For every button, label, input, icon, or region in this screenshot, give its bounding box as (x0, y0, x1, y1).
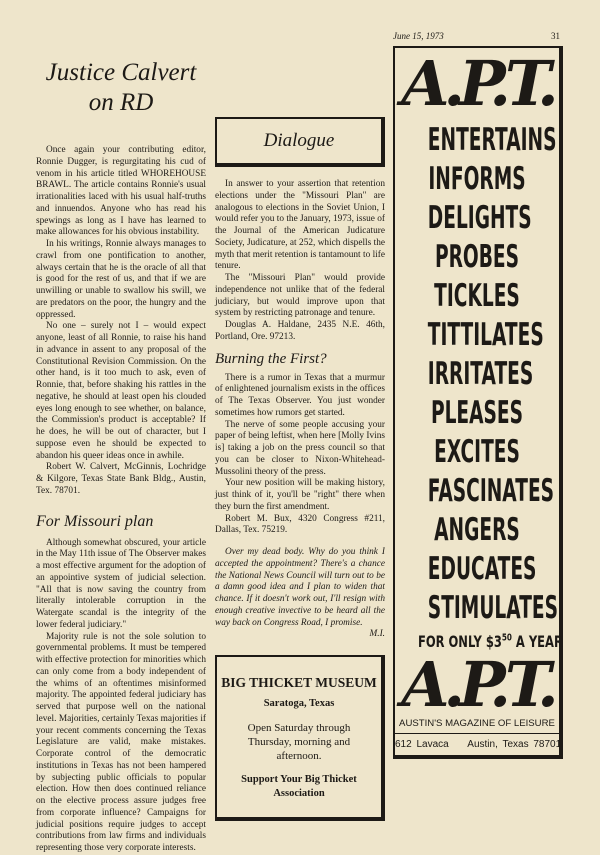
price-dollars: FOR ONLY $3 (417, 632, 502, 651)
ad-word: EDUCATES (427, 551, 537, 587)
ad-word: INFORMS (428, 161, 526, 197)
ad-word-list (395, 121, 559, 628)
museum-hours: Open Saturday through Thursday, morning and afternoon. (247, 722, 351, 762)
ad-word: FASCINATES (427, 473, 555, 509)
letter-missouri (36, 538, 206, 855)
paragraph: In answer to your assertion that retention elections under the "Missouri Plan" are analogous to elections in the Soviet Union, I would refer you to the January, 1973, issue of the Journal of the American Judicature Society, Judicature, at 252, which dispells the myth that merit retention is tantamount to life tenure. (215, 179, 385, 272)
letter-calvert (36, 145, 206, 498)
ad-word: TITTILATES (427, 317, 544, 353)
ad-word: ANGERS (434, 512, 520, 548)
apt-logo: A.P.T. (401, 47, 553, 120)
ad-word: DELIGHTS (427, 200, 532, 236)
ad-word: PLEASES (430, 395, 524, 431)
paragraph: No one – surely not I – would expect anyone, least of all Ronnie, to raise his hand in advance in assent to any proposal of the Constitutional Revision Commission. On the other hand, is it too much to ask, even of Ronnie, that, before shaking his rattles in the negative, he should at least open his clouded eyes long enough to see whether, on balance, the Commission's product is acceptable? If he does, he will be out of character, but I suppose even he should be expected to abandon his queer ideas once in awhile. (36, 321, 206, 461)
paragraph: Once again your contributing editor, Ronnie Dugger, is regurgitating his cud of venom in his article titled WHOREHOUSE BRAWL. The article contains Ronnie's usual irrationalities laced with his usual half-truths and innuendos. Anyone who has read his spewings as long as I have has learned to make allowances for his obvious instability. (36, 145, 206, 238)
issue-date: June 15, 1973 (393, 31, 444, 41)
signature: Douglas A. Haldane, 2435 N.E. 46th, Portland, Ore. 97213. (215, 320, 385, 342)
apt-logo-bottom: A.P.T. (401, 648, 553, 721)
ad-word: EXCITES (434, 434, 520, 470)
letter-haldane (215, 179, 385, 344)
paragraph: There is a rumor in Texas that a murmur of enlightened journalism exists in the offices of The Texas Observer. You just wonder sometimes how rumors get started. (215, 372, 385, 418)
heading-burning-the-first: Burning the First? (215, 350, 327, 367)
paragraph: In his writings, Ronnie always manages to crawl from one pontification to another, always certain that he is the oracle of all that is good for the rest of us, and that if we are unwilling or unable to swallow his swill, we are predators on the poor, the hungry and the oppressed. (36, 239, 206, 320)
article-title: Justice Calvert on RD (45, 59, 197, 116)
reply-signature: M.I. (369, 629, 385, 640)
signature: Robert M. Bux, 4320 Congress #211, Dallas, Tex. 75219. (215, 513, 385, 536)
reply-text: Over my dead body. Why do you think I accepted the appointment? There's a chance the National News Council will turn out to be a damn good idea and I plan to widen that chance. If it doesn't work out, I'll resign with enough creative invective to be heard all the way back on Congress Road, I promise. (215, 547, 385, 628)
ad-word: TICKLES (434, 278, 520, 314)
paragraph: The nerve of some people accusing your paper of being leftist, when here [Molly Ivins is] taking a job on the press council so that you can be closer to Nixon-Whitehead-Mussolini theory of the press. (215, 419, 385, 477)
left-column (36, 58, 206, 855)
big-thicket-museum-ad (215, 655, 385, 821)
letter-bux (215, 373, 385, 538)
ad-tagline: AUSTIN'S MAGAZINE OF LEISURE (399, 718, 555, 729)
apt-magazine-ad (393, 46, 563, 759)
price-suffix: A YEAR (511, 632, 563, 651)
dialogue-title: Dialogue (263, 130, 335, 151)
middle-column (215, 117, 385, 821)
heading-missouri-plan: For Missouri plan (36, 512, 154, 530)
museum-support: Support Your Big Thicket Association (241, 774, 357, 799)
ad-word: ENTERTAINS (427, 122, 557, 158)
paragraph: The "Missouri Plan" would provide independence not unlike that of the federal judiciary, but would improve upon that system by restricting patronage and tenure. (215, 273, 385, 319)
paragraph: Although somewhat obscured, your article in the May 11th issue of The Observer makes a most effective argument for the adoption of an appointive system of judicial selection. "All that is now saving the country from literally intolerable corruption in the Watergate scandal is the integrity of the lower federal judiciary." (36, 537, 206, 630)
subscription-price (417, 631, 563, 653)
editor-reply (215, 547, 385, 641)
page-number: 31 (551, 31, 560, 41)
ad-address: 612 Lavaca Austin, Texas 78701 (395, 733, 559, 754)
paragraph: Majority rule is not the sole solution to governmental problems. It must be tempered with effective protection for minorities which can only come from a body independent of the whims of an oftentimes misinformed majority. The appointed federal judiciary has served that purpose well on the national level. Majorities, certainly Texas majorities if your recent comments concerning the Texas Legislature are valid, make mistakes. Corporate control of the democratic institutions in Texas has not been hampered by subjecting public officials to popular election. How then does continued reliance on the elective process assure judges free from corporate influence? Campaigns for judicial positions require judges to accept contributions from law firms and individuals representing those very corporate interests. (36, 631, 206, 853)
signature: Robert W. Calvert, McGinnis, Lochridge & Kilgore, Texas State Bank Bldg., Austin, Tex. 78701. (36, 462, 206, 496)
paragraph: Your new position will be making history, just think of it, you'll be "right" there when they burn the first amendment. (215, 478, 385, 512)
price-cents: 50 (501, 632, 512, 644)
ad-word: PROBES (434, 239, 520, 275)
ad-word: STIMULATES (427, 590, 559, 626)
ad-word: IRRITATES (427, 356, 534, 392)
museum-location: Saratoga, Texas (263, 698, 335, 709)
dialogue-header-box (215, 117, 385, 167)
museum-name: BIG THICKET MUSEUM (221, 675, 377, 690)
